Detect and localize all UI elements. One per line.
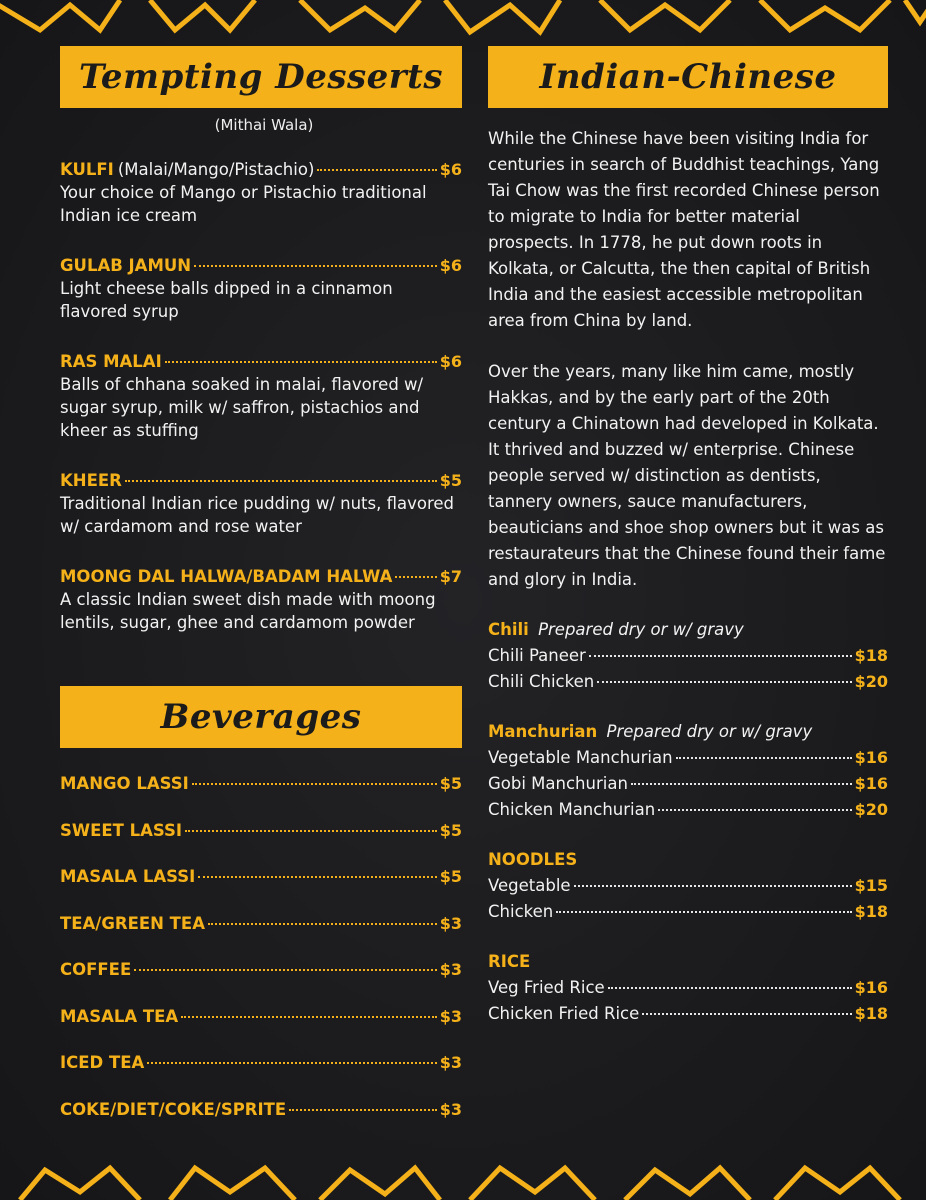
beverage-item: [60, 867, 462, 914]
dessert-description-line: Traditional Indian rice pudding w/ nuts, flavored: [60, 494, 455, 513]
decorative-border-top: [0, 0, 926, 40]
item-price: $20: [854, 800, 888, 819]
dessert-variant: (Malai/Mango/Pistachio): [117, 160, 315, 179]
beverage-name: COKE/DIET/COKE/SPRITE: [60, 1099, 287, 1119]
decorative-border-bottom: [0, 1156, 926, 1200]
group-name: RICE: [488, 952, 531, 971]
group-name: NOODLES: [488, 850, 578, 869]
dessert-description-line: kheer as stuffing: [60, 421, 199, 440]
dessert-name: KULFI: [60, 160, 114, 179]
leader-dots: [608, 987, 852, 989]
menu-item: [488, 643, 888, 669]
dessert-description-line: flavored syrup: [60, 302, 179, 321]
beverage-price: $5: [439, 774, 462, 793]
left-column: [60, 46, 462, 1146]
item-name: Chili Paneer: [488, 646, 586, 665]
menu-item: [488, 873, 888, 899]
dessert-item: [60, 469, 462, 538]
dessert-description-line: Balls of chhana soaked in malai, flavored w/: [60, 375, 424, 394]
item-name: Chicken: [488, 902, 554, 921]
menu-item: [488, 745, 888, 771]
dessert-name: KHEER: [60, 471, 122, 490]
dessert-price: $7: [439, 567, 462, 586]
item-price: $20: [854, 672, 888, 691]
item-price: $15: [854, 876, 888, 895]
leader-dots: [642, 1013, 851, 1015]
leader-dots: [208, 923, 437, 925]
right-column: [488, 46, 888, 1027]
menu-group-manchurian: [488, 719, 888, 823]
dessert-name: RAS MALAI: [60, 352, 162, 371]
menu-item: [488, 797, 888, 823]
item-price: $18: [854, 902, 888, 921]
item-name: Vegetable: [488, 876, 571, 895]
dessert-description-line: w/ cardamom and rose water: [60, 517, 302, 536]
leader-dots: [165, 361, 437, 363]
leader-dots: [631, 783, 852, 785]
desserts-list: [60, 158, 462, 634]
leader-dots: [676, 757, 852, 759]
leader-dots: [198, 876, 436, 878]
item-price: $18: [854, 1004, 888, 1023]
beverage-item: [60, 1007, 462, 1054]
item-name: Vegetable Manchurian: [488, 748, 673, 767]
dessert-description-line: Indian ice cream: [60, 206, 198, 225]
menu-group-noodles: [488, 847, 888, 925]
beverage-item: [60, 960, 462, 1007]
leader-dots: [317, 169, 436, 171]
item-price: $16: [854, 774, 888, 793]
dessert-price: $6: [439, 256, 462, 275]
leader-dots: [194, 265, 437, 267]
leader-dots: [185, 830, 437, 832]
menu-item: [488, 975, 888, 1001]
desserts-title: Tempting Desserts: [78, 57, 444, 97]
beverage-item: [60, 1053, 462, 1100]
beverage-price: $3: [439, 960, 462, 979]
beverages-list: [60, 774, 462, 1146]
beverage-name: MANGO LASSI: [60, 774, 189, 793]
menu-item: [488, 899, 888, 925]
group-note: Prepared dry or w/ gravy: [538, 620, 744, 639]
dessert-item: [60, 350, 462, 442]
beverage-price: $5: [439, 820, 462, 840]
beverage-item: [60, 914, 462, 961]
beverage-name: ICED TEA: [60, 1053, 145, 1072]
dessert-item: [60, 158, 462, 227]
item-price: $16: [854, 748, 888, 767]
leader-dots: [597, 681, 851, 683]
beverage-price: $3: [439, 1006, 462, 1026]
leader-dots: [147, 1062, 436, 1064]
beverage-name: MASALA TEA: [60, 1006, 179, 1026]
item-name: Chicken Fried Rice: [488, 1004, 640, 1023]
group-note: Prepared dry or w/ gravy: [606, 722, 813, 741]
desserts-subtitle: (Mithai Wala): [214, 116, 314, 134]
leader-dots: [192, 783, 437, 785]
group-name: Manchurian: [488, 722, 598, 741]
menu-group-chili: [488, 617, 888, 695]
beverage-name: COFFEE: [60, 960, 132, 979]
dessert-price: $5: [439, 471, 462, 490]
leader-dots: [395, 576, 436, 578]
dessert-name: MOONG DAL HALWA/BADAM HALWA: [60, 567, 393, 586]
item-name: Veg Fried Rice: [488, 978, 605, 997]
dessert-item: [60, 565, 462, 634]
item-price: $18: [854, 646, 888, 665]
beverage-name: TEA/GREEN TEA: [60, 913, 205, 933]
dessert-description-line: A classic Indian sweet dish made with moong: [60, 590, 436, 609]
desserts-banner: [60, 46, 462, 108]
group-name: Chili: [488, 620, 529, 639]
indian-chinese-intro: [488, 126, 888, 593]
dessert-item: [60, 254, 462, 323]
beverage-name: SWEET LASSI: [60, 820, 183, 840]
item-name: Gobi Manchurian: [488, 774, 628, 793]
beverage-price: $3: [439, 1099, 462, 1119]
indian-chinese-banner: [488, 46, 888, 108]
dessert-description-line: lentils, sugar, ghee and cardamom powder: [60, 613, 415, 632]
dessert-price: $6: [439, 160, 462, 179]
dessert-description-line: Your choice of Mango or Pistachio traditional: [60, 183, 427, 202]
leader-dots: [181, 1016, 437, 1018]
item-price: $16: [854, 978, 888, 997]
beverage-price: $5: [439, 867, 462, 886]
leader-dots: [658, 809, 851, 811]
leader-dots: [125, 480, 437, 482]
beverages-banner: [60, 686, 462, 748]
leader-dots: [289, 1109, 437, 1111]
beverages-title: Beverages: [160, 697, 362, 737]
item-name: Chicken Manchurian: [488, 800, 656, 819]
intro-paragraph: Over the years, many like him came, mostly Hakkas, and by the early part of the 20th century a Chinatown had developed in Kolkata. It thrived and buzzed w/ enterprise. Chinese people served w/ distinction as dentists, tannery owners, sauce manufacturers, beauticians and shoe shop owners but it was as restaurateurs that the Chinese found their fame and glory in India.: [488, 362, 886, 589]
dessert-price: $6: [439, 352, 462, 371]
indian-chinese-title: Indian-Chinese: [539, 57, 837, 97]
dessert-description-line: sugar syrup, milk w/ saffron, pistachios and: [60, 398, 420, 417]
menu-item: [488, 669, 888, 695]
beverage-price: $3: [439, 1053, 462, 1072]
leader-dots: [556, 911, 851, 913]
menu-item: [488, 1001, 888, 1027]
beverage-price: $3: [439, 913, 462, 933]
beverage-name: MASALA LASSI: [60, 867, 196, 886]
beverage-item: [60, 821, 462, 868]
leader-dots: [134, 969, 437, 971]
menu-group-rice: [488, 949, 888, 1027]
menu-item: [488, 771, 888, 797]
item-name: Chili Chicken: [488, 672, 595, 691]
beverage-item: [60, 1100, 462, 1147]
dessert-description-line: Light cheese balls dipped in a cinnamon: [60, 279, 393, 298]
dessert-name: GULAB JAMUN: [60, 256, 192, 275]
leader-dots: [574, 885, 852, 887]
leader-dots: [589, 655, 852, 657]
beverage-item: [60, 774, 462, 821]
intro-paragraph: While the Chinese have been visiting India for centuries in search of Buddhist teachings, Yang Tai Chow was the first recorded Chinese person to migrate to India for better material prospects. In 1778, he put down roots in Kolkata, or Calcutta, the then capital of British India and the easiest accessible metropolitan area from China by land.: [488, 129, 880, 330]
